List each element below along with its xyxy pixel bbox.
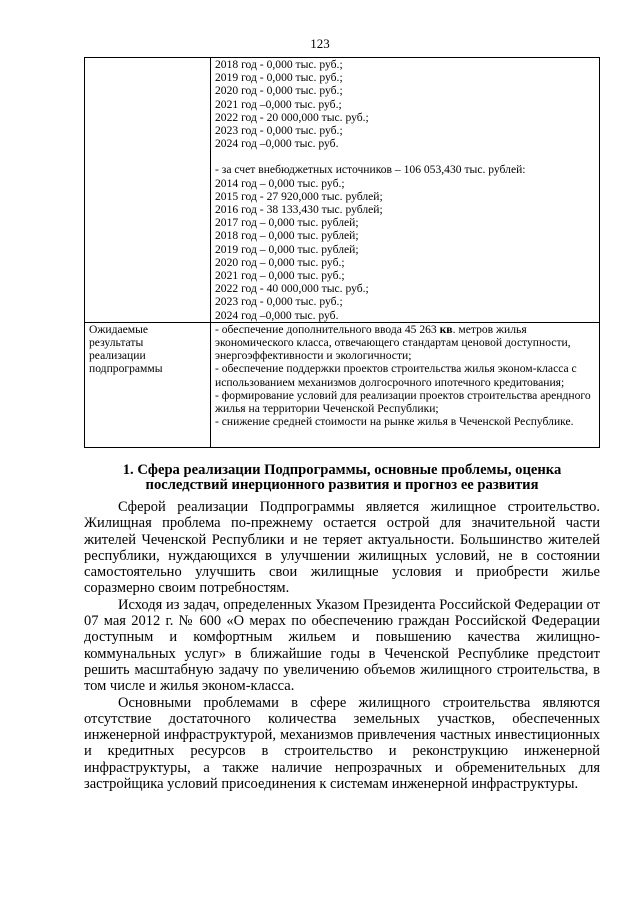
section-heading-line: последствий инерционного развития и прогноз ее развития	[145, 477, 539, 493]
year-line: 2022 год - 20 000,000 тыс. руб.;	[215, 110, 369, 124]
results-label-cell	[85, 322, 211, 447]
year-line: 2018 год - 0,000 тыс. руб.;	[215, 58, 343, 71]
year-line: 2021 год –0,000 тыс. руб.;	[215, 97, 342, 111]
result-item-rental: - формирование условий для реализации проектов строительства арендного жилья на территории Чеченской Республики;	[215, 388, 591, 416]
extra-year-line: 2020 год – 0,000 тыс. руб.;	[215, 255, 345, 269]
section-heading	[84, 463, 600, 493]
financing-label-cell	[85, 58, 211, 323]
paragraph: Исходя из задач, определенных Указом Президента Российской Федерации от 07 мая 2012 г. № 600 «О мерах по обеспечению граждан Российской Федерации доступным и комфортным жильем и повышению качества жилищно-коммунальных услуг» в ближайшие годы в Чеченской Республике предстоит решить масштабную задачу по увеличению объемов жилищного строительства, в том числе и жилья эконом-класса.	[84, 596, 600, 695]
result-item-price: - снижение средней стоимости на рынке жилья в Чеченской Республике.	[215, 415, 574, 429]
extra-year-line: 2021 год – 0,000 тыс. руб.;	[215, 269, 345, 283]
year-line: 2019 год - 0,000 тыс. руб.;	[215, 71, 343, 85]
results-row	[85, 322, 600, 447]
results-label-line: результаты	[89, 336, 144, 350]
results-label-line: подпрограммы	[89, 362, 163, 376]
extra-budget-heading: - за счет внебюджетных источников – 106 053,430 тыс. рублей:	[215, 163, 526, 177]
body-text	[84, 499, 600, 792]
result-item-mortgage: - обеспечение поддержки проектов строительства жилья эконом-класса с использованием механизмов долгосрочного ипотечного кредитования;	[215, 362, 577, 389]
extra-year-line: 2023 год - 0,000 тыс. руб.;	[215, 295, 343, 309]
paragraph: Сферой реализации Подпрограммы является жилищное строительство. Жилищная проблема по-прежнему остается острой для значительной части жителей Чеченской Республики и не теряет актуальности. Большинство жителей республики, нуждающихся в улучшении жилищных условий, не в состоянии самостоятельно улучшить свои жилищные условия и приобрести жилье соразмерно своим потребностям.	[84, 499, 600, 597]
page-number: 123	[310, 36, 330, 51]
extra-year-line: 2014 год – 0,000 тыс. руб.;	[215, 176, 345, 190]
result-item-text: - обеспечение дополнительного ввода 45 263	[215, 322, 440, 336]
extra-year-line: 2024 год –0,000 тыс. руб.	[215, 308, 339, 322]
extra-year-line: 2017 год – 0,000 тыс. рублей;	[215, 216, 359, 230]
year-line: 2020 год - 0,000 тыс. руб.;	[215, 84, 343, 98]
results-label-line: Ожидаемые	[89, 322, 149, 336]
extra-year-line: 2019 год – 0,000 тыс. рублей;	[215, 242, 359, 256]
section-heading-line: 1. Сфера реализации Подпрограммы, основные проблемы, оценка	[122, 462, 562, 478]
results-label-line: реализации	[89, 349, 146, 363]
budget-table	[84, 57, 600, 448]
financing-row	[85, 58, 600, 323]
year-line: 2023 год - 0,000 тыс. руб.;	[215, 124, 343, 138]
financing-values-cell	[211, 58, 600, 323]
extra-year-line: 2018 год – 0,000 тыс. рублей;	[215, 229, 359, 243]
extra-year-line: 2016 год - 38 133,430 тыс. рублей;	[215, 203, 383, 217]
results-values-cell	[211, 322, 600, 447]
result-item-text: . метров жилья экономического класса, отвечающего стандартам ценовой доступности, энергоэффективности и экологичности;	[215, 322, 571, 363]
year-line: 2024 год –0,000 тыс. руб.	[215, 137, 339, 151]
paragraph: Основными проблемами в сфере жилищного строительства являются отсутствие достаточного количества земельных участков, обеспеченных инженерной инфраструктурой, механизмов привлечения частных инвестиционных и кредитных ресурсов в строительство и реконструкцию инженерной инфраструктуры, а также наличие непрозрачных и обременительных для застройщика условий присоединения к системам инженерной инфраструктуры.	[84, 694, 600, 793]
spacer	[215, 150, 595, 163]
result-item-housing-input	[215, 323, 595, 363]
extra-year-line: 2022 год - 40 000,000 тыс. руб.;	[215, 282, 369, 296]
extra-year-line: 2015 год - 27 920,000 тыс. рублей;	[215, 189, 383, 203]
result-item-bold: кв	[439, 322, 453, 336]
